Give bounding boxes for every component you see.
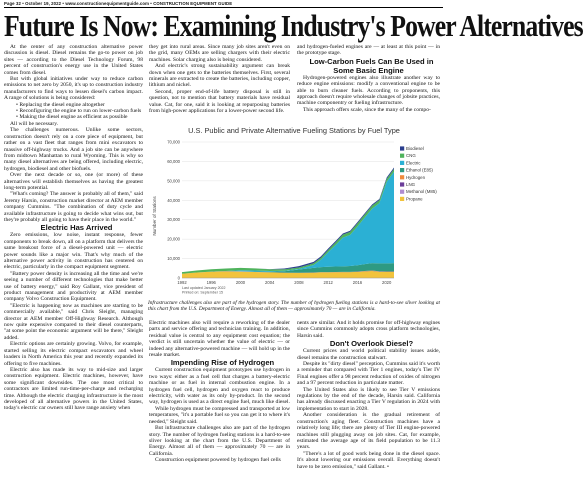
chart-legend-label: Methanol (M85) [406,189,437,195]
paragraph: Over the next decade or so, one (or more) of these alternatives will establish themselves as having the greatest long-term potential. [4,172,143,191]
paragraph: Second, proper end-of-life battery disposal is still in question, not to mention that battery materials have residual value. Cat, for one, said it is looking at repurposing batteries from high-power applications for a lower-power second life. [149,88,290,115]
fueling-stations-chart [148,124,440,298]
chart-y-tick-label: 50,000 [167,178,180,184]
subhead-hydrogen: Impending Rise of Hydrogen [170,358,275,368]
paragraph: Electric also has made its way to mid-size and larger construction equipment. Electric machines, however, have some significant downsides. The one most critical to contractors are limited run-time-per-charge and recharging time. Although the electric charging infrastructure is the most developed of all alternative powers in the United States, today's electric car owners still have range anxiety when [4,366,143,412]
bullet-item: • Reconfiguring the engine to run on lower-carbon fuels [16,108,142,115]
chart-legend-swatch [400,190,404,194]
chart-legend [400,146,437,201]
column-3-bottom [297,320,440,478]
paragraph: "Battery power density is increasing all the time and we're seeing a number of different technologies that make better use of battery energy," said Roy Gallant, vice president of product management and productivity at AEM member company Volvo Construction Equipment. [4,270,143,303]
chart-legend-label: Propane [406,196,423,202]
paragraph: But with global initiatives under way to reduce carbon emissions to net zero by 2050, it's up to construction industry manufacturers to find ways to lessen diesel's carbon impact. A range of solutions is being considered: [4,76,143,102]
chart-svg [148,124,440,298]
chart-title: U.S. Public and Private Alternative Fueling Stations by Fuel Type [188,126,400,135]
chart-legend-swatch [400,168,404,172]
column-2-bottom [149,320,290,478]
chart-caption: Infrastructure challenges also are part of the hydrogen story. The number of hydrogen fueling stations is a hard-to-see sliver looking at this chart from the U.S. Department of Energy. Almost all of them — approximately 70 — are in California. [148,300,440,312]
chart-legend-label: CNG [406,153,416,159]
chart-y-tick-label: 20,000 [167,236,180,242]
paragraph: they get into rural areas. Since many job sites aren't even on the grid, many OEMs are selling chargers with their electric machines. Solar charging also is being considered. [149,44,290,63]
subhead-diesel: Don't Overlook Diesel? [329,339,414,349]
chart-areas [182,168,394,278]
paragraph: All will be necessary. [10,120,59,127]
chart-y-tick-label: 70,000 [167,139,180,145]
paragraph: Another consideration is the gradual retirement of construction's aging fleet. Construction machines have a relatively long life; there are plenty of Tier III engine-powered machines still plugging away on job sites. Cat, for example, estimated the average age of its field population to be 11.3 years. [297,412,440,451]
chart-y-tick-label: 40,000 [167,197,180,203]
paragraph: "There's a lot of good work being done in the diesel space. It's about lowering our emissions overall. Everything doesn't have to be zero emission," said Gallant. • [297,450,440,470]
chart-x-tick-label: 1996 [206,280,216,285]
chart-y-tick-label: 10,000 [167,256,180,262]
bullet-item: • Replacing the diesel engine altogether [16,101,105,108]
chart-y-axis-label: Number of Stations [152,196,157,236]
chart-y-ticks [167,140,180,281]
headline: Future Is Now: Examining Industry's Power Alternatives [4,8,583,43]
chart-legend-swatch [400,146,404,150]
paragraph: Electric options are certainly growing. Volvo, for example, started selling its electric compact excavators and wheel loaders in North America this year and recently expanded its offering to five machines. [4,341,143,367]
chart-y-tick-label: 60,000 [167,158,180,164]
paragraph: Current construction equipment prototypes use hydrogen in two ways: either as a fuel cell that charges a battery-electric machine or as fuel in internal combustion engine. In a hydrogen fuel cell, hydrogen and oxygen react to produce electricity, with water as its only by-product. In the second way, hydrogen is used as a direct engine fuel, much like diesel. [149,367,290,406]
chart-x-tick-label: 2004 [265,280,275,285]
paragraph: Despite its "dirty diesel" perception, Cummins said it's worth a reminder that compared with Tier 1 engines, today's Tier IV Final engines offer a 98 percent reduction of oxides of nitrogen and a 97 percent reduction in particulate matter. [297,361,440,387]
chart-y-tick-label: 0 [177,275,180,281]
paragraph: Construction equipment powered by hydrogen fuel cells [155,457,281,464]
chart-footnote: Printed on: September 15 [182,290,223,295]
subhead-low-carbon: Low-Carbon Fuels Can Be Used in Some Basic Engine [309,56,434,75]
chart-x-tick-label: 2000 [235,280,246,285]
chart-x-tick-label: 2012 [323,280,333,285]
paragraph: While hydrogen must be compressed and transported at low temperatures, "it's a portable fuel so you can get it to where it's needed," Sleight said. [149,405,290,425]
paragraph: "What's coming? The answer is probably all of them," said Jeremy Harsin, construction market director at AEM member company Cummins. "The combination of duty cycle and available infrastructure is going to decide what wins out, but they're probably all going to have their place in the world." [4,191,143,223]
bullet-item: • Making the diesel engine as efficient as possible [16,114,128,121]
column-2-top [149,44,290,122]
chart-legend-swatch [400,161,404,165]
chart-legend-label: Electric [406,160,421,166]
chart-legend-swatch [400,182,404,186]
chart-legend-label: Hydrogen [406,174,426,180]
paragraph: nents are similar. And it holds promise for off-highway engines since Cummins commonly adopts cross platform technologies, Harsin said. [297,320,440,339]
paragraph: But infrastructure challenges also are part of the hydrogen story. The number of hydrogen fueling stations is a hard-to-see sliver looking at the chart from the U.S. Department of Energy. Almost all of them — approximately 70 — are in California. [149,425,290,457]
paragraph: Hydrogen-powered engines also illustrate another way to reduce engine emissions: modify a conventional engine to be able to burn cleaner fuels. According to proponents, this approach doesn't require wholesale changes of jobsite practices, machine componentry or fueling infrastructure. [297,74,440,107]
chart-x-tick-label: 2016 [352,280,363,285]
chart-x-tick-label: 2008 [294,280,304,285]
chart-legend-label: Biodiesel [406,146,424,151]
chart-x-tick-label: 2020 [382,280,392,285]
paragraph: Current prices and world political stability issues aside, diesel remains the construction stalwart. [297,348,440,361]
chart-legend-swatch [400,175,404,179]
chart-footnote: Last updated January 2022 [182,286,226,290]
chart-x-ticks [177,275,394,285]
chart-legend-swatch [400,154,404,158]
column-3-top [297,44,440,122]
chart-legend-swatch [400,197,404,201]
paragraph: And electric's strong sustainability argument can break down when one gets to the batteries themselves. First, several minerals are extracted to create the batteries, including copper, lithium and nickel. [149,63,290,89]
chart-x-tick-label: 1992 [177,280,187,285]
paragraph: Electric machines also will require a reworking of the dealer parts and service offering and technician training. In addition, residual value is central to any equipment cost equation; the verdict is still uncertain whether the value of electric — or indeed any alternative-powered machine — will hold up in the resale market. [149,320,290,359]
subhead-electric: Electric Has Arrived [40,223,113,233]
chart-legend-label: LNG [406,182,416,187]
paragraph: "Electric is happening now as machines are starting to be commercially available," said Chris Sleight, managing director at AEM member Off-Highway Research. Although now quite expensive compared to their diesel counterparts, "at some point the economic argument will be there," Sleight added. [4,302,143,341]
header-line: Page 32 • October 19, 2022 • www.constructionequipmentguide.com • CONSTRUCTION EQUIPMENT GUIDE [4,1,233,6]
paragraph: Zero emissions, low noise, instant response, fewer components to break down, all on a platform that delivers the same breakout force of a diesel-powered unit — electric power sounds like a major win. That's why much of the alternative power activity in construction has centered on electric, particularly in the compact equipment segment. [4,232,143,271]
paragraph: The United States also is likely to see Tier V emissions regulations by the end of the decade, Harsin said. California has already discussed enacting a Tier V regulation in 2024 with implementation to start in 2028. [297,386,440,412]
paragraph: and hydrogen-fueled engines are — at least at this point — in the prototype stage. [297,44,440,57]
paragraph: This approach offers scale, since the many of the compo- [303,106,431,113]
column-1 [4,44,143,478]
chart-legend-label: Ethanol (E85) [406,167,433,173]
paragraph: At the center of any construction alternative power discussion is diesel. Diesel remains the go-to power on job sites — according to the Diesel Technology Forum, 98 percent of construction's energy use in the United States comes from diesel. [4,44,143,76]
chart-y-tick-label: 30,000 [167,217,180,223]
paragraph: The challenges numerous. Unlike some sectors, construction doesn't rely on a core piece of equipment, but rather on a vast fleet that ranges from mini excavators to massive off-highway trucks. And a job site can be anywhere from midtown Manhattan to rural Wyoming. This is why so many diesel alternatives are being offered, including electric, hydrogen, biodiesel and other biofuels. [4,127,143,172]
